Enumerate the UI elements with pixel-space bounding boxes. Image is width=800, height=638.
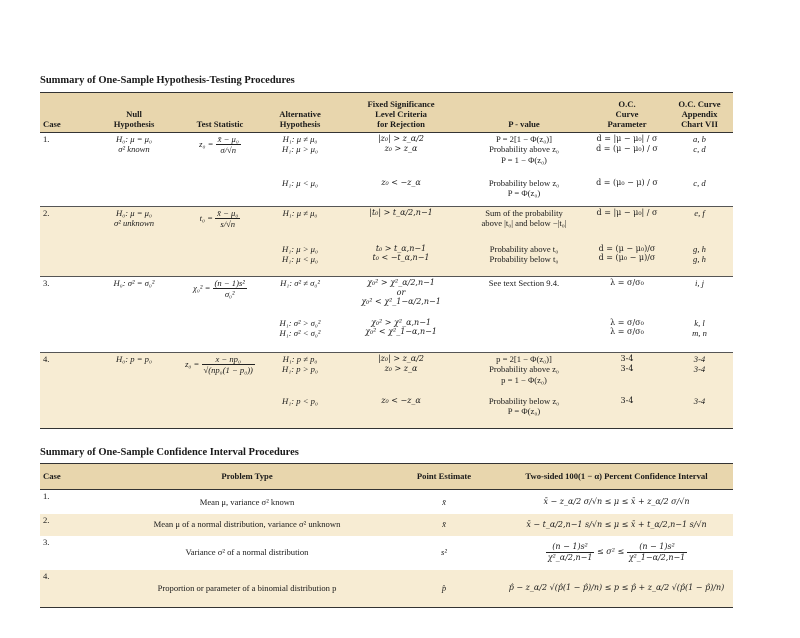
- p-value: [460, 243, 588, 277]
- oc-parameter-line: λ = σ/σ₀: [610, 278, 644, 287]
- p-value: [460, 133, 588, 177]
- p-value-line: Probability above t₀: [489, 243, 559, 254]
- p-value: [460, 207, 588, 243]
- test-statistic: [182, 353, 258, 395]
- alternative-hypothesis: [258, 353, 342, 395]
- oc-parameter: [588, 177, 666, 207]
- oc-parameter: [588, 395, 666, 429]
- oc-chart-line: g, h: [693, 253, 706, 264]
- ci-header-point: Point Estimate: [388, 464, 500, 490]
- criteria-line: z₀ < −z_α: [381, 395, 421, 405]
- hypothesis-row: [40, 277, 733, 317]
- p-value-line: P = 1 − Φ(z₀): [501, 154, 547, 165]
- alternative-line: H₁: μ ≠ μ₀: [282, 208, 318, 218]
- interval-left-fraction: [546, 542, 595, 562]
- hypothesis-row: [40, 207, 733, 243]
- oc-chart-line: 3-4: [693, 364, 706, 375]
- ci-row: [40, 490, 733, 514]
- alternative-hypothesis: [258, 133, 342, 177]
- oc-chart: [666, 353, 733, 395]
- alternative-hypothesis: [258, 177, 342, 207]
- case-number: 2.: [40, 207, 86, 243]
- p-value-line: P = Φ(z₀): [507, 187, 541, 198]
- alternative-line: H₁: p > p₀: [282, 364, 318, 375]
- alternative-line: H₁: μ > μ₀: [282, 243, 318, 254]
- oc-parameter: [588, 277, 666, 317]
- oc-chart-line: k, l: [694, 317, 705, 328]
- p-value: [460, 395, 588, 429]
- header-oc-parameter: O.C. Curve Parameter: [588, 93, 666, 133]
- p-value: [460, 353, 588, 395]
- alternative-line: H₁: p ≠ p₀: [282, 354, 318, 364]
- ci-case-number: 2.: [40, 514, 106, 536]
- null-hypothesis-line: H₀: σ² = σ₀²: [113, 278, 155, 288]
- interval-right-denominator: χ²_1−α/2,n−1: [628, 553, 686, 562]
- oc-chart-line: c, d: [693, 177, 706, 188]
- confidence-interval-table: [40, 463, 733, 608]
- hypothesis-testing-table: [40, 92, 733, 429]
- criteria-line: t₀ > t_α,n−1: [375, 243, 427, 253]
- case-number: 4.: [40, 353, 86, 395]
- oc-chart-line: i, j: [694, 278, 705, 288]
- p-value-line: Probability below z₀: [488, 177, 560, 188]
- hypothesis-table-body: [40, 133, 733, 429]
- statistic-denominator: s/√n: [220, 219, 236, 230]
- p-value-line: p = 1 − Φ(z₀): [501, 374, 547, 385]
- null-hypothesis: [86, 277, 182, 317]
- alternative-line: H₁: σ² > σ₀²: [279, 317, 321, 328]
- rejection-criteria: [342, 243, 460, 277]
- rejection-criteria: [342, 353, 460, 395]
- ci-problem-type: Mean μ of a normal distribution, variance σ² unknown: [106, 514, 388, 536]
- oc-chart-line: e, f: [694, 208, 705, 218]
- ci-interval: p̂ − z_α/2 √(p̂(1 − p̂)/n) ≤ p ≤ p̂ + z_α/2 √(p̂(1 − p̂)/n): [500, 570, 733, 608]
- p-value-line: See text Section 9.4.: [488, 278, 560, 288]
- ci-problem-type: Mean μ, variance σ² known: [199, 496, 295, 507]
- alternative-line: H₁: σ² ≠ σ₀²: [280, 278, 320, 288]
- oc-parameter: [588, 207, 666, 243]
- statistic-numerator: x − np₀: [202, 354, 255, 365]
- p-value-line: p = 2[1 − Φ(z₀)]: [496, 354, 552, 364]
- alternative-line: H₁: μ ≠ μ₀: [282, 134, 318, 144]
- null-hypothesis-line: H₀: μ = μ₀: [116, 134, 152, 144]
- alternative-hypothesis: [258, 243, 342, 277]
- null-hypothesis: [86, 353, 182, 395]
- header-alternative-hypothesis: Alternative Hypothesis: [258, 93, 342, 133]
- header-case: Case: [40, 93, 86, 133]
- p-value-line: P = Φ(z₀): [507, 405, 541, 416]
- ci-header-problem: Problem Type: [106, 464, 388, 490]
- hypothesis-row: [40, 133, 733, 177]
- oc-chart: [666, 243, 733, 277]
- test-statistic: [182, 207, 258, 243]
- ci-row: [40, 536, 733, 570]
- statistic-symbol: t₀ =: [199, 212, 213, 223]
- oc-chart: [666, 177, 733, 207]
- ci-row: [40, 570, 733, 608]
- hypothesis-row: [40, 243, 733, 277]
- p-value-line: Sum of the probability: [485, 208, 563, 218]
- rejection-criteria: [342, 177, 460, 207]
- alternative-line: H₁: μ < μ₀: [282, 177, 318, 188]
- oc-parameter: [588, 317, 666, 353]
- oc-chart-line: 3-4: [693, 354, 706, 364]
- oc-parameter-line: d = (μ₀ − μ)/σ: [598, 253, 656, 263]
- oc-chart: [666, 395, 733, 429]
- null-hypothesis: [86, 243, 182, 277]
- rejection-criteria: [342, 207, 460, 243]
- rejection-criteria: [342, 133, 460, 177]
- case-number: 3.: [40, 277, 86, 317]
- header-p-value: P - value: [460, 93, 588, 133]
- oc-parameter: [588, 133, 666, 177]
- rejection-criteria: [342, 395, 460, 429]
- oc-chart-line: g, h: [693, 243, 706, 254]
- header-null-hypothesis: Null Hypothesis: [86, 93, 182, 133]
- ci-point-estimate: x̄: [442, 496, 446, 507]
- null-hypothesis: [86, 395, 182, 429]
- ci-interval: [500, 536, 733, 570]
- header-oc-chart: O.C. Curve Appendix Chart VII: [666, 93, 733, 133]
- statistic-numerator: x̄ − μ₀: [217, 208, 239, 218]
- statistic-numerator: x̄ − μ₀: [217, 134, 239, 144]
- hypothesis-row: [40, 353, 733, 395]
- alternative-hypothesis: [258, 395, 342, 429]
- statistic-symbol: z₀ =: [185, 358, 200, 369]
- hypothesis-table-title: Summary of One-Sample Hypothesis-Testing Procedures: [40, 75, 295, 86]
- ci-interval: x̄ − t_α/2,n−1 s/√n ≤ μ ≤ x̄ + t_α/2,n−1 s/√n: [500, 514, 733, 536]
- oc-parameter-line: d = (μ₀ − μ) / σ: [596, 177, 658, 187]
- interval-left-numerator: (n − 1)s²: [546, 542, 595, 553]
- null-hypothesis: [86, 177, 182, 207]
- ci-problem-type: Variance σ² of a normal distribution: [185, 547, 309, 558]
- interval-right-numerator: (n − 1)s²: [627, 542, 688, 553]
- oc-parameter: [588, 243, 666, 277]
- oc-chart-line: a, b: [693, 134, 706, 144]
- statistic-denominator: √(np₀(1 − p₀)): [203, 365, 253, 376]
- criteria-line: z₀ > z_α: [384, 143, 418, 153]
- rejection-criteria: [342, 277, 460, 317]
- statistic-numerator: (n − 1)s²: [214, 278, 245, 288]
- statistic-symbol: χ₀² =: [193, 282, 211, 293]
- null-hypothesis-line: σ² unknown: [114, 218, 154, 229]
- case-number: [40, 243, 86, 277]
- criteria-line: or: [396, 287, 406, 297]
- ci-header-case: Case: [40, 464, 106, 490]
- oc-parameter-line: λ = σ/σ₀: [610, 327, 644, 337]
- null-hypothesis-line: H₀: p = p₀: [116, 354, 152, 364]
- p-value-line: Probability above z₀: [489, 144, 559, 155]
- test-statistic: [182, 133, 258, 177]
- hypothesis-row: [40, 177, 733, 207]
- null-hypothesis: [86, 317, 182, 353]
- hypothesis-header-row: [40, 93, 733, 133]
- p-value-line: Probability below t₀: [489, 253, 559, 264]
- p-value-line: P = 2[1 − Φ(z₀)]: [496, 134, 552, 144]
- test-statistic: [182, 317, 258, 353]
- header-rejection-criteria: Fixed Significance Level Criteria for Rejection: [342, 93, 460, 133]
- test-statistic: [182, 243, 258, 277]
- null-hypothesis: [86, 133, 182, 177]
- statistic-fraction: [213, 278, 247, 300]
- alternative-hypothesis: [258, 317, 342, 353]
- p-value-line: Probability below z₀: [488, 395, 560, 406]
- alternative-line: H₁: p < p₀: [282, 395, 318, 406]
- ci-point-estimate: s²: [441, 547, 447, 558]
- oc-chart: [666, 133, 733, 177]
- ci-case-number: 4.: [40, 570, 106, 608]
- null-hypothesis-line: H₀: μ = μ₀: [116, 208, 152, 218]
- case-number: [40, 177, 86, 207]
- oc-parameter-line: d = |μ − μ₀| / σ: [596, 134, 658, 143]
- confidence-table-title: Summary of One-Sample Confidence Interval Procedures: [40, 447, 299, 458]
- header-test-statistic: Test Statistic: [182, 93, 258, 133]
- criteria-line: χ₀² > χ²_α/2,n−1: [367, 278, 435, 287]
- criteria-line: |t₀| > t_α/2,n−1: [369, 208, 433, 217]
- statistic-fraction: [202, 354, 255, 376]
- statistic-denominator: σ/√n: [220, 145, 237, 156]
- rejection-criteria: [342, 317, 460, 353]
- test-statistic: [182, 395, 258, 429]
- alternative-line: H₁: μ > μ₀: [282, 144, 318, 155]
- interval-left-denominator: χ²_α/2,n−1: [547, 553, 593, 562]
- null-hypothesis-line: σ² known: [118, 144, 150, 155]
- ci-point-estimate: x̄: [388, 514, 500, 536]
- p-value: [460, 317, 588, 353]
- ci-header-row: [40, 464, 733, 490]
- test-statistic: [182, 177, 258, 207]
- hypothesis-row: [40, 317, 733, 353]
- alternative-line: H₁: σ² < σ₀²: [279, 327, 321, 338]
- ci-point-estimate: p̂: [388, 570, 500, 608]
- oc-parameter-line: 3-4: [620, 395, 634, 405]
- oc-chart: [666, 277, 733, 317]
- p-value-line: above |t₀| and below −|t₀|: [481, 218, 567, 229]
- statistic-fraction: [215, 208, 240, 230]
- case-number: 1.: [43, 134, 50, 144]
- oc-chart-line: m, n: [692, 327, 707, 338]
- criteria-line: χ₀² < χ²_1−α/2,n−1: [361, 297, 441, 307]
- statistic-fraction: [216, 134, 241, 156]
- ci-problem-type: Proportion or parameter of a binomial distribution p: [106, 570, 388, 608]
- ci-case-number: 3.: [43, 536, 50, 547]
- statistic-symbol: z₀ =: [199, 138, 214, 149]
- interval-right-fraction: [627, 542, 688, 562]
- oc-parameter: [588, 353, 666, 395]
- oc-parameter-line: d = (μ − μ₀)/σ: [598, 243, 656, 253]
- criteria-line: χ₀² > χ²_α,n−1: [371, 317, 431, 327]
- oc-parameter-line: 3-4: [620, 354, 634, 363]
- ci-table-body: [40, 490, 733, 608]
- p-value-line: Probability above z₀: [489, 364, 559, 375]
- alternative-hypothesis: [258, 207, 342, 243]
- ci-case-number: 1.: [43, 491, 50, 501]
- oc-parameter-line: d = (μ − μ₀) / σ: [596, 143, 658, 153]
- criteria-line: χ₀² < χ²_1−α,n−1: [365, 327, 437, 337]
- case-number: [40, 395, 86, 429]
- oc-chart-line: c, d: [693, 144, 706, 155]
- ci-header-interval: Two-sided 100(1 − α) Percent Confidence Interval: [500, 464, 733, 490]
- hypothesis-row: [40, 395, 733, 429]
- alternative-hypothesis: [258, 277, 342, 317]
- test-statistic: [182, 277, 258, 317]
- null-hypothesis: [86, 207, 182, 243]
- oc-parameter-line: 3-4: [620, 363, 634, 373]
- ci-row: [40, 514, 733, 536]
- alternative-line: H₁: μ < μ₀: [282, 253, 318, 264]
- criteria-line: z₀ < −z_α: [381, 177, 421, 187]
- p-value: [460, 177, 588, 207]
- oc-parameter-line: λ = σ/σ₀: [610, 317, 644, 327]
- case-number: [40, 317, 86, 353]
- p-value: [460, 277, 588, 317]
- interval-middle: ≤ σ² ≤: [597, 547, 625, 557]
- criteria-line: t₀ < −t_α,n−1: [372, 253, 430, 263]
- oc-chart: [666, 317, 733, 353]
- ci-interval: x̄ − z_α/2 σ/√n ≤ μ ≤ x̄ + z_α/2 σ/√n: [543, 496, 690, 506]
- criteria-line: z₀ > z_α: [384, 363, 418, 373]
- statistic-denominator: σ₀²: [224, 289, 235, 300]
- oc-chart-line: 3-4: [693, 395, 706, 406]
- oc-parameter-line: d = |μ − μ₀| / σ: [596, 208, 658, 217]
- oc-chart: [666, 207, 733, 243]
- criteria-line: |z₀| > z_α/2: [377, 354, 424, 363]
- criteria-line: |z₀| > z_α/2: [377, 134, 424, 143]
